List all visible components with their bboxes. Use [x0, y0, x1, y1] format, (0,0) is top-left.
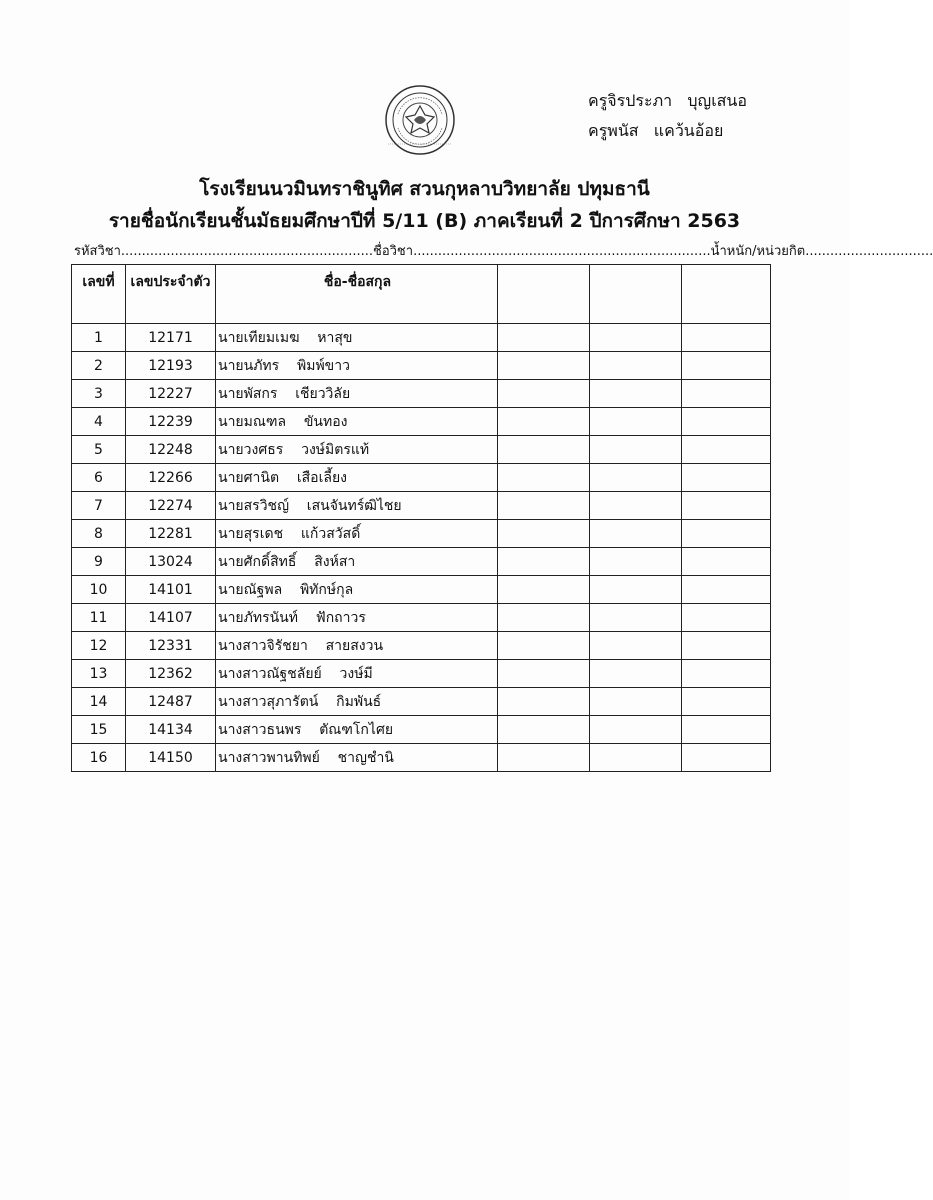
cell-blank-2 — [590, 324, 682, 352]
student-name-text: นายภัทรนันท์ ฟักถาวร — [218, 609, 366, 626]
cell-blank-1 — [498, 464, 590, 492]
cell-blank-3 — [682, 492, 771, 520]
cell-blank-3 — [682, 576, 771, 604]
cell-no: 10 — [72, 576, 126, 604]
cell-student-id: 13024 — [126, 548, 216, 576]
cell-no: 5 — [72, 436, 126, 464]
cell-no: 16 — [72, 744, 126, 772]
cell-blank-3 — [682, 548, 771, 576]
list-title: รายชื่อนักเรียนชั้นมัธยมศึกษาปีที่ 5/11 (B) ภาคเรียนที่ 2 ปีการศึกษา 2563 — [108, 210, 741, 232]
cell-blank-3 — [682, 688, 771, 716]
cell-name — [216, 716, 498, 744]
cell-student-id: 12239 — [126, 408, 216, 436]
student-roster-table — [71, 264, 771, 772]
cell-blank-1 — [498, 576, 590, 604]
table-row — [72, 464, 771, 492]
cell-student-id: 12281 — [126, 520, 216, 548]
cell-blank-2 — [590, 688, 682, 716]
cell-name — [216, 548, 498, 576]
cell-no: 11 — [72, 604, 126, 632]
table-row — [72, 352, 771, 380]
cell-blank-1 — [498, 688, 590, 716]
cell-blank-1 — [498, 660, 590, 688]
cell-student-id: 14107 — [126, 604, 216, 632]
cell-student-id: 12171 — [126, 324, 216, 352]
cell-student-id: 12266 — [126, 464, 216, 492]
cell-student-id: 12193 — [126, 352, 216, 380]
cell-blank-3 — [682, 436, 771, 464]
table-row — [72, 716, 771, 744]
cell-blank-1 — [498, 324, 590, 352]
student-name-text: นายณัฐพล พิทักษ์กุล — [218, 581, 354, 598]
cell-no: 6 — [72, 464, 126, 492]
cell-blank-1 — [498, 744, 590, 772]
cell-student-id: 12362 — [126, 660, 216, 688]
cell-blank-1 — [498, 492, 590, 520]
student-name-text: นายศักดิ์สิทธิ์ สิงห์สา — [218, 553, 356, 570]
cell-blank-3 — [682, 632, 771, 660]
cell-blank-2 — [590, 464, 682, 492]
student-name-text: นายนภัทร พิมพ์ขาว — [218, 357, 350, 374]
table-row — [72, 632, 771, 660]
student-name-text: นายสุรเดช แก้วสวัสดิ์ — [218, 525, 361, 542]
cell-no: 8 — [72, 520, 126, 548]
cell-name — [216, 380, 498, 408]
teacher-name: ครูจิรประภา บุญเสนอ — [588, 91, 747, 110]
cell-blank-2 — [590, 576, 682, 604]
table-row — [72, 604, 771, 632]
cell-blank-1 — [498, 380, 590, 408]
table-row — [72, 324, 771, 352]
cell-blank-2 — [590, 520, 682, 548]
cell-no: 14 — [72, 688, 126, 716]
table-row — [72, 744, 771, 772]
cell-no: 15 — [72, 716, 126, 744]
cell-student-id: 14150 — [126, 744, 216, 772]
cell-blank-2 — [590, 744, 682, 772]
cell-student-id: 12227 — [126, 380, 216, 408]
student-name-text: นายวงศธร วงษ์มิตรแท้ — [218, 441, 370, 458]
school-seal-logo — [384, 84, 456, 156]
table-row — [72, 548, 771, 576]
header-blank-2 — [590, 265, 682, 324]
cell-blank-1 — [498, 548, 590, 576]
student-name-text: นางสาวณัฐชลัยย์ วงษ์มี — [218, 665, 373, 682]
cell-blank-1 — [498, 604, 590, 632]
cell-blank-2 — [590, 352, 682, 380]
cell-student-id: 12274 — [126, 492, 216, 520]
cell-blank-2 — [590, 548, 682, 576]
cell-no: 7 — [72, 492, 126, 520]
cell-student-id: 12248 — [126, 436, 216, 464]
cell-name — [216, 492, 498, 520]
header-no: เลขที่ — [72, 265, 126, 324]
cell-blank-1 — [498, 520, 590, 548]
cell-blank-1 — [498, 632, 590, 660]
teacher-name: ครูพนัส แคว้นอ้อย — [588, 121, 724, 140]
cell-blank-1 — [498, 716, 590, 744]
cell-blank-1 — [498, 352, 590, 380]
cell-name — [216, 576, 498, 604]
cell-no: 3 — [72, 380, 126, 408]
student-name-text: นายสรวิชญ์ เสนจันทร์ฒิไชย — [218, 497, 402, 514]
cell-name — [216, 744, 498, 772]
subject-code-label: รหัสวิชา — [74, 244, 121, 259]
cell-student-id: 14134 — [126, 716, 216, 744]
student-name-text: นางสาวธนพร ตัณฑโกไศย — [218, 721, 394, 738]
student-name-text: นางสาวสุภารัตน์ กิมพันธ์ — [218, 693, 382, 710]
cell-name — [216, 408, 498, 436]
cell-blank-2 — [590, 436, 682, 464]
cell-blank-2 — [590, 604, 682, 632]
cell-name — [216, 436, 498, 464]
cell-name — [216, 688, 498, 716]
cell-blank-3 — [682, 744, 771, 772]
cell-student-id: 12487 — [126, 688, 216, 716]
cell-blank-2 — [590, 716, 682, 744]
cell-blank-2 — [590, 380, 682, 408]
table-row — [72, 576, 771, 604]
cell-name — [216, 632, 498, 660]
cell-blank-2 — [590, 632, 682, 660]
header-blank-3 — [682, 265, 771, 324]
cell-no: 13 — [72, 660, 126, 688]
table-header-row — [72, 265, 771, 324]
cell-blank-3 — [682, 380, 771, 408]
school-name: โรงเรียนนวมินทราชินูทิศ สวนกุหลาบวิทยาลัย ปทุมธานี — [199, 178, 650, 200]
student-name-text: นายศานิต เสือเลี้ยง — [218, 469, 347, 486]
cell-name — [216, 660, 498, 688]
cell-name — [216, 520, 498, 548]
cell-no: 2 — [72, 352, 126, 380]
student-name-text: นายมณฑล ขันทอง — [218, 413, 348, 430]
cell-blank-3 — [682, 324, 771, 352]
table-row — [72, 520, 771, 548]
table-row — [72, 688, 771, 716]
cell-name — [216, 352, 498, 380]
cell-student-id: 12331 — [126, 632, 216, 660]
cell-no: 9 — [72, 548, 126, 576]
subject-name-label: ชื่อวิชา — [373, 244, 414, 259]
student-name-text: นางสาวพานทิพย์ ชาญชำนิ — [218, 749, 394, 766]
subject-info-line: รหัสวิชา.............................................................ชื่อวิชา........................................................................น้ำหนัก/หน่วยกิต............................... — [74, 244, 933, 259]
cell-blank-3 — [682, 520, 771, 548]
cell-blank-3 — [682, 604, 771, 632]
cell-blank-1 — [498, 436, 590, 464]
student-name-text: นายเทียมเมฆ หาสุข — [218, 329, 353, 346]
cell-name — [216, 464, 498, 492]
cell-blank-3 — [682, 352, 771, 380]
cell-blank-2 — [590, 492, 682, 520]
cell-blank-3 — [682, 660, 771, 688]
cell-no: 1 — [72, 324, 126, 352]
header-name: ชื่อ-ชื่อสกุล — [216, 265, 498, 324]
cell-blank-3 — [682, 716, 771, 744]
student-name-text: นางสาวจิรัชยา สายสงวน — [218, 637, 384, 654]
cell-name — [216, 604, 498, 632]
credit-label: น้ำหนัก/หน่วยกิต — [710, 244, 806, 259]
cell-blank-3 — [682, 408, 771, 436]
table-row — [72, 660, 771, 688]
table-row — [72, 492, 771, 520]
cell-blank-2 — [590, 660, 682, 688]
table-row — [72, 436, 771, 464]
roster-body — [72, 324, 771, 772]
cell-no: 4 — [72, 408, 126, 436]
cell-blank-3 — [682, 464, 771, 492]
table-row — [72, 408, 771, 436]
table-row — [72, 380, 771, 408]
header-blank-1 — [498, 265, 590, 324]
student-name-text: นายพัสกร เชียววิลัย — [218, 385, 351, 402]
header-student-id: เลขประจำตัว — [126, 265, 216, 324]
teachers-block — [588, 86, 747, 146]
cell-no: 12 — [72, 632, 126, 660]
cell-blank-1 — [498, 408, 590, 436]
cell-student-id: 14101 — [126, 576, 216, 604]
cell-blank-2 — [590, 408, 682, 436]
cell-name — [216, 324, 498, 352]
